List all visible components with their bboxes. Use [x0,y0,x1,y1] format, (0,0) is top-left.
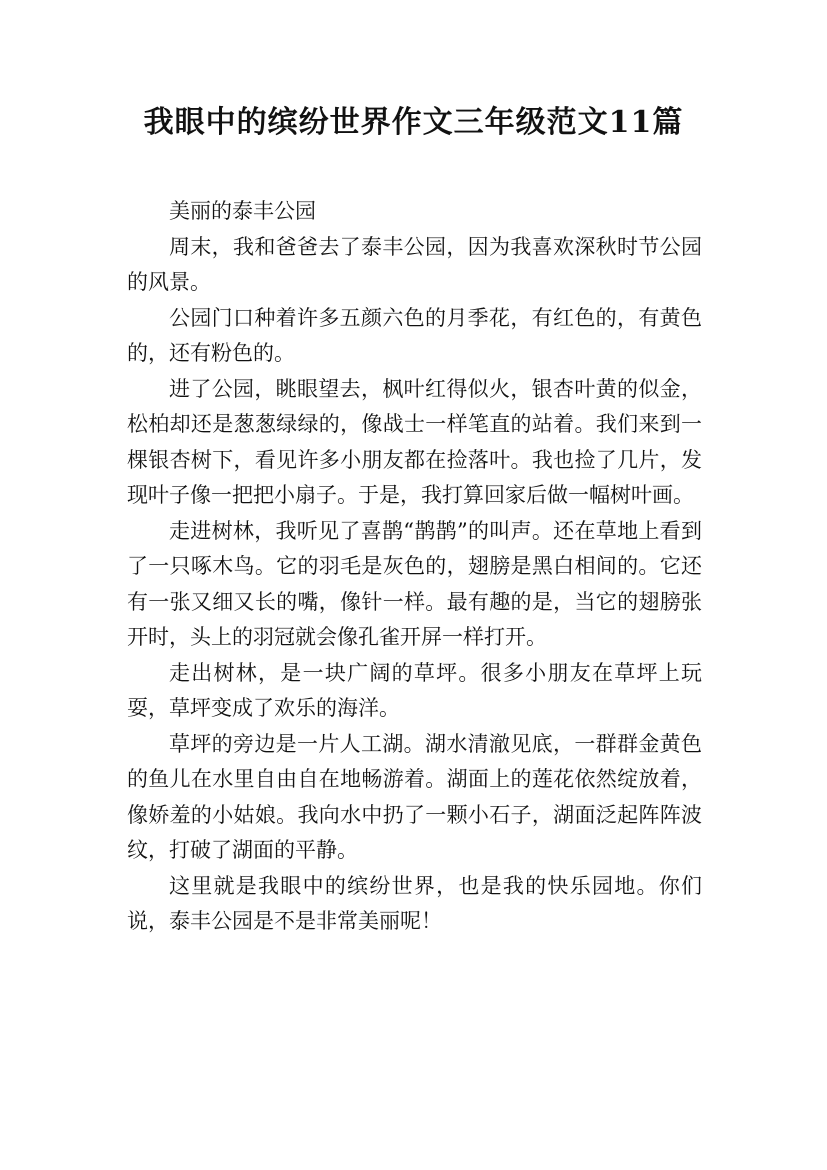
essay-title: 美丽的泰丰公园 [169,199,316,223]
paragraph: 走出树林，是一块广阔的草坪。很多小朋友在草坪上玩耍，草坪变成了欢乐的海洋。 [127,660,702,720]
paragraph: 走进树林，我听见了喜鹊“鹊鹊”的叫声。还在草地上看到了一只啄木鸟。它的羽毛是灰色的，翅膀是黑白相间的。它还有一张又细又长的嘴，像针一样。最有趣的是，当它的翅膀张开时，头上的羽冠就会像孔雀开屏一样打开。 [127,518,702,649]
paragraph: 草坪的旁边是一片人工湖。湖水清澈见底，一群群金黄色的鱼儿在水里自由自在地畅游着。湖面上的莲花依然绽放着，像娇羞的小姑娘。我向水中扔了一颗小石子，湖面泛起阵阵波纹，打破了湖面的平静。 [127,731,702,862]
paragraph: 这里就是我眼中的缤纷世界，也是我的快乐园地。你们说，泰丰公园是不是非常美丽呢！ [127,873,702,933]
paragraph: 周末，我和爸爸去了泰丰公园，因为我喜欢深秋时节公园的风景。 [127,234,702,294]
paragraph: 进了公园，眺眼望去，枫叶红得似火，银杏叶黄的似金，松柏却还是葱葱绿绿的，像战士一样笔直的站着。我们来到一棵银杏树下，看见许多小朋友都在捡落叶。我也捡了几片，发现叶子像一把把小扇子。于是，我打算回家后做一幅树叶画。 [127,376,702,507]
document-title: 我眼中的缤纷世界作文三年级范文11篇 [143,105,684,140]
paragraph: 公园门口种着许多五颜六色的月季花，有红色的，有黄色的，还有粉色的。 [127,305,702,365]
document-body [127,194,702,940]
